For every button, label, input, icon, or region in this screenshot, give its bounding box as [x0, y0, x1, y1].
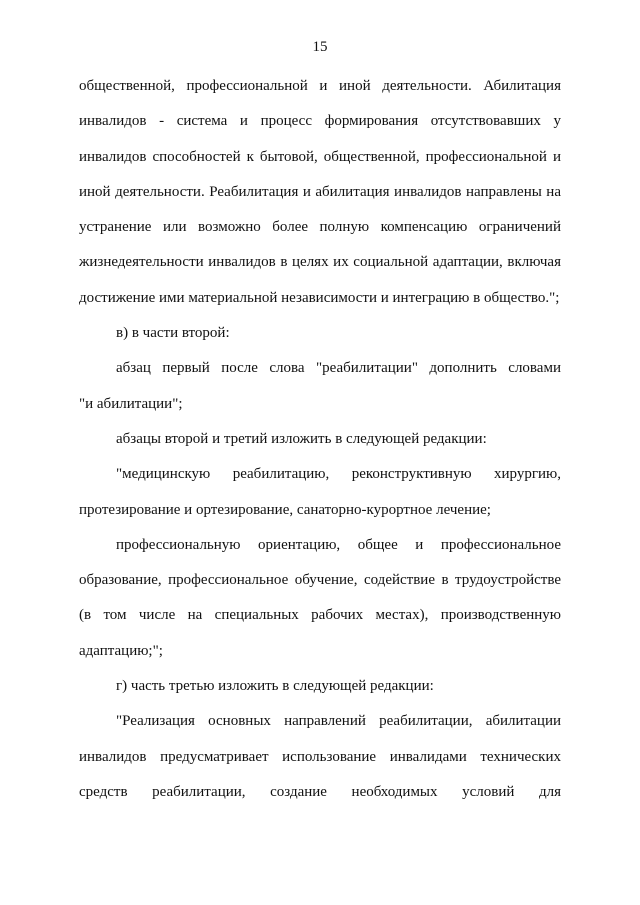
text-line: инвалидов способностей к бытовой, общественной, профессиональной и — [79, 148, 561, 165]
text-line: профессиональную ориентацию, общее и профессиональное — [116, 536, 561, 553]
page-number: 15 — [312, 39, 328, 55]
document-body-text — [79, 71, 561, 812]
text-line: (в том числе на специальных рабочих местах), производственную — [79, 607, 561, 624]
text-line: жизнедеятельности инвалидов в целях их социальной адаптации, включая — [79, 254, 561, 271]
text-line: г) часть третью изложить в следующей редакции: — [116, 678, 434, 695]
text-line: протезирование и ортезирование, санаторно-курортное лечение; — [79, 501, 491, 518]
text-line: адаптацию;"; — [79, 642, 163, 659]
text-line: общественной, профессиональной и иной деятельности. Абилитация — [79, 78, 561, 94]
text-line: средств реабилитации, создание необходимых условий для — [79, 783, 561, 800]
text-line: достижение ими материальной независимости и интеграцию в общество."; — [79, 289, 560, 306]
text-line: "Реализация основных направлений реабилитации, абилитации — [116, 713, 561, 730]
text-line: устранение или возможно более полную компенсацию ограничений — [79, 219, 561, 236]
text-line: инвалидов - система и процесс формирования отсутствовавших у — [79, 113, 561, 130]
text-line: абзац первый после слова "реабилитации" дополнить словами — [116, 360, 561, 377]
text-line: "медицинскую реабилитацию, реконструктивную хирургию, — [116, 466, 561, 483]
text-line: инвалидов предусматривает использование инвалидами технических — [79, 748, 561, 765]
text-line: "и абилитации"; — [79, 395, 183, 412]
text-line: образование, профессиональное обучение, содействие в трудоустройстве — [79, 572, 561, 589]
text-line: в) в части второй: — [116, 325, 230, 342]
text-line: абзацы второй и третий изложить в следующей редакции: — [116, 430, 487, 447]
text-line: иной деятельности. Реабилитация и абилитация инвалидов направлены на — [79, 183, 561, 200]
